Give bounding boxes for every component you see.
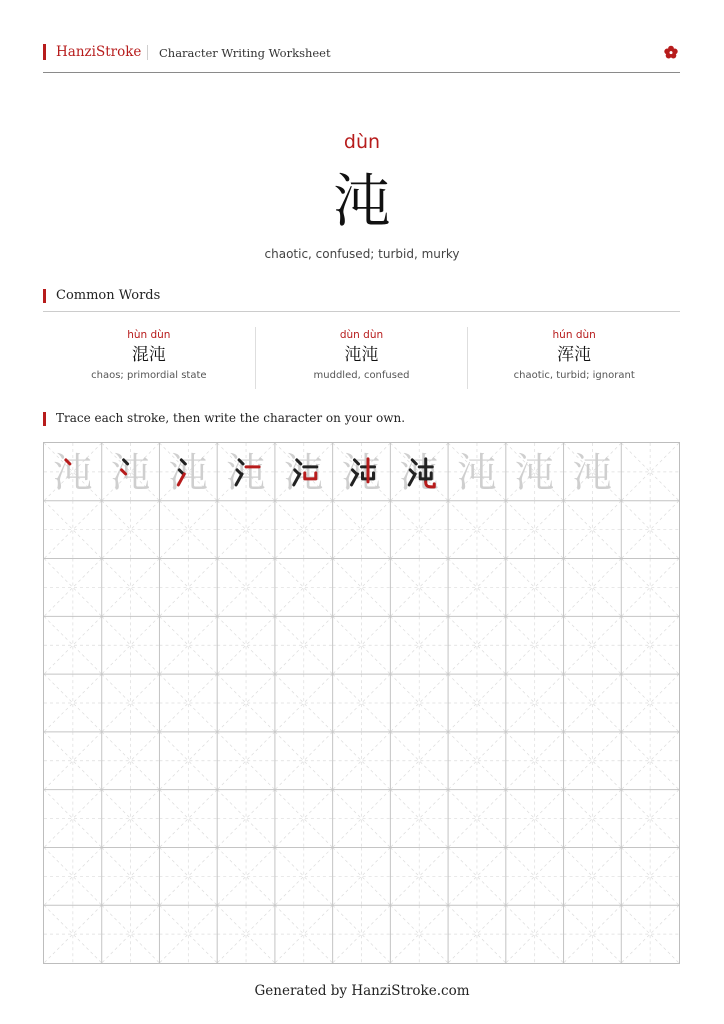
trace-glyph: 沌 [572, 449, 613, 496]
word-hanzi: 沌沌 [344, 345, 379, 365]
trace-glyph: 沌 [168, 449, 209, 496]
worksheet-header [43, 42, 680, 73]
trace-glyph: 沌 [514, 449, 555, 496]
header-divider [147, 45, 148, 60]
footer-credit: Generated by HanziStroke.com [254, 983, 470, 999]
word-card [467, 327, 680, 389]
trace-glyph: 沌 [399, 449, 440, 496]
trace-glyph: 沌 [52, 449, 93, 496]
word-meaning: muddled, confused [313, 370, 410, 381]
word-card [255, 327, 468, 389]
trace-glyph: 沌 [110, 449, 151, 496]
instruction-accent-bar [43, 412, 46, 426]
trace-glyph: 沌 [226, 449, 267, 496]
plum-blossom-icon [664, 45, 678, 59]
common-words-list [43, 327, 680, 389]
word-pinyin: hùn dùn [127, 329, 171, 341]
word-card [43, 327, 255, 389]
grid-guide-lines [44, 443, 679, 963]
word-hanzi: 浑沌 [557, 345, 592, 365]
character-meaning: chaotic, confused; turbid, murky [264, 247, 460, 261]
character-pinyin: dùn [343, 131, 381, 153]
section-accent-bar [43, 289, 46, 303]
practice-grid-canvas[interactable] [44, 443, 679, 963]
practice-instruction: Trace each stroke, then write the character on your own. [56, 411, 406, 425]
word-meaning: chaos; primordial state [91, 370, 207, 381]
word-pinyin: hún dùn [552, 329, 596, 341]
trace-glyph: 沌 [283, 449, 324, 496]
common-words-title: Common Words [56, 288, 161, 303]
trace-glyph: 沌 [341, 449, 382, 496]
brand-accent-bar [43, 44, 46, 60]
word-pinyin: dùn dùn [339, 329, 384, 341]
word-meaning: chaotic, turbid; ignorant [513, 370, 635, 381]
trace-glyph: 沌 [456, 449, 497, 496]
practice-grid[interactable] [43, 442, 680, 964]
brand-name[interactable]: HanziStroke [56, 44, 142, 60]
word-hanzi: 混沌 [131, 345, 166, 365]
main-character: 沌 [332, 167, 391, 235]
worksheet-subtitle: Character Writing Worksheet [159, 46, 331, 60]
section-divider [43, 311, 680, 312]
